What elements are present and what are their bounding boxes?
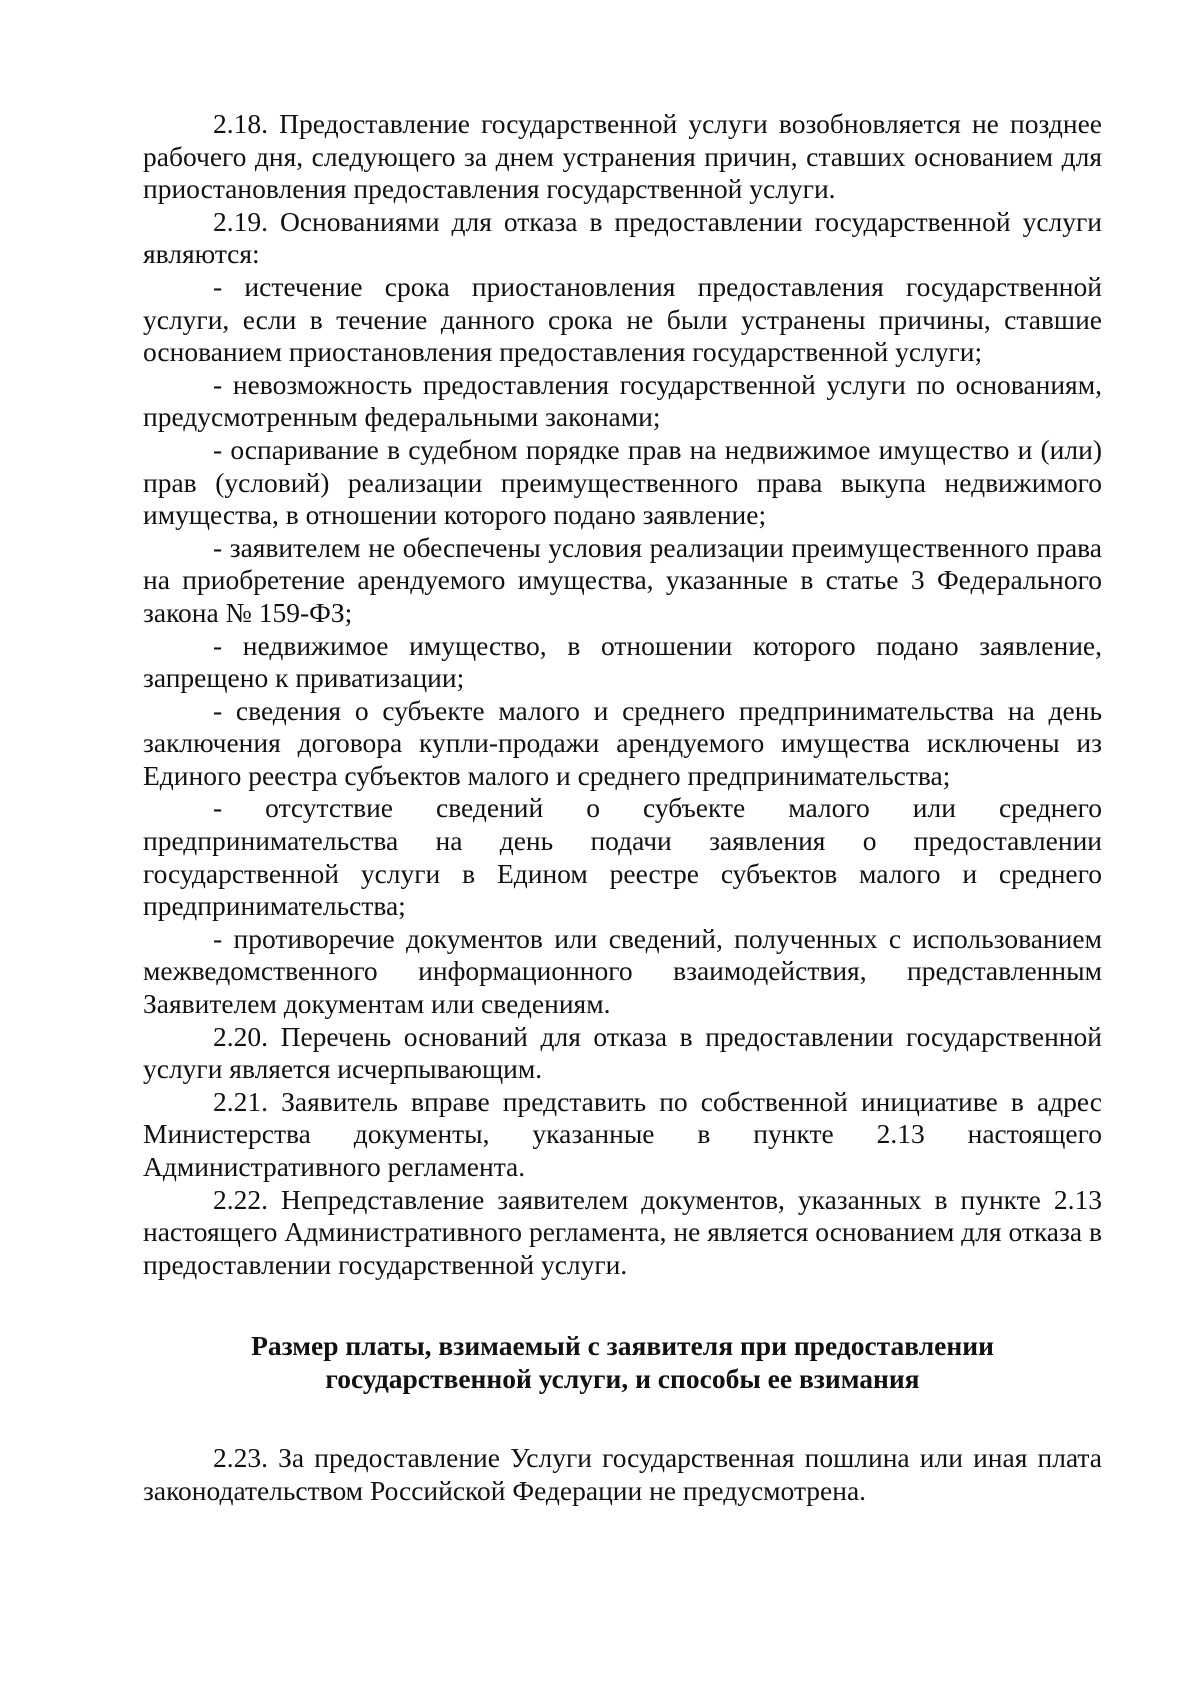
paragraph-2-19: 2.19. Основаниями для отказа в предоставлении государственной услуги являются: bbox=[143, 205, 1102, 270]
paragraph-2-21: 2.21. Заявитель вправе представить по собственной инициативе в адрес Министерства документы, указанные в пункте 2.13 настоящего Административного регламента. bbox=[143, 1085, 1102, 1182]
list-item-court-dispute: - оспаривание в судебном порядке прав на недвижимое имущество и (или) прав (условий) реализации преимущественного права выкупа недвижимого имущества, в отношении которого подано заявление; bbox=[143, 433, 1102, 531]
paragraph-2-20: 2.20. Перечень оснований для отказа в предоставлении государственной услуги является исчерпывающим. bbox=[143, 1020, 1102, 1085]
section-heading bbox=[143, 1329, 1102, 1395]
list-item-absent-from-registry: - отсутствие сведений о субъекте малого или среднего предпринимательства на день подачи заявления о предоставлении государственной услуги в Едином реестре субъектов малого и среднего предпринимательства; bbox=[143, 792, 1102, 922]
paragraph-2-22: 2.22. Непредставление заявителем документов, указанных в пункте 2.13 настоящего Административного регламента, не является основанием для отказа в предоставлении государственной услуги. bbox=[143, 1183, 1102, 1280]
paragraph-2-18: 2.18. Предоставление государственной услуги возобновляется не позднее рабочего дня, следующего за днем устранения причин, ставших основанием для приостановления предоставления государственной услуги. bbox=[143, 108, 1102, 205]
list-item-excluded-from-registry: - сведения о субъекте малого и среднего предпринимательства на день заключения договора купли-продажи арендуемого имущества исключены из Единого реестра субъектов малого и среднего предпринимательства; bbox=[143, 694, 1102, 791]
list-item-term-expiry: - истечение срока приостановления предоставления государственной услуги, если в течение данного срока не были устранены причины, ставшие основанием приостановления предоставления государственной услуги; bbox=[143, 270, 1102, 368]
section-heading-line-1: Размер платы, взимаемый с заявителя при предоставлении bbox=[251, 1330, 994, 1362]
list-item-contradiction: - противоречие документов или сведений, полученных с использованием межведомственного информационного взаимодействия, представленным Заявителем документам или сведениям. bbox=[143, 922, 1102, 1020]
document-body bbox=[143, 108, 1102, 1508]
list-item-impossibility: - невозможность предоставления государственной услуги по основаниям, предусмотренным федеральными законами; bbox=[143, 368, 1102, 433]
list-item-conditions-not-met: - заявителем не обеспечены условия реализации преимущественного права на приобретение арендуемого имущества, указанные в статье 3 Федерального закона № 159-ФЗ; bbox=[143, 531, 1102, 628]
paragraph-2-23: 2.23. За предоставление Услуги государственная пошлина или иная плата законодательством Российской Федерации не предусмотрена. bbox=[143, 1442, 1102, 1506]
list-item-privatization-ban: - недвижимое имущество, в отношении которого подано заявление, запрещено к приватизации; bbox=[143, 629, 1102, 694]
section-heading-line-2: государственной услуги, и способы ее взимания bbox=[325, 1363, 920, 1395]
